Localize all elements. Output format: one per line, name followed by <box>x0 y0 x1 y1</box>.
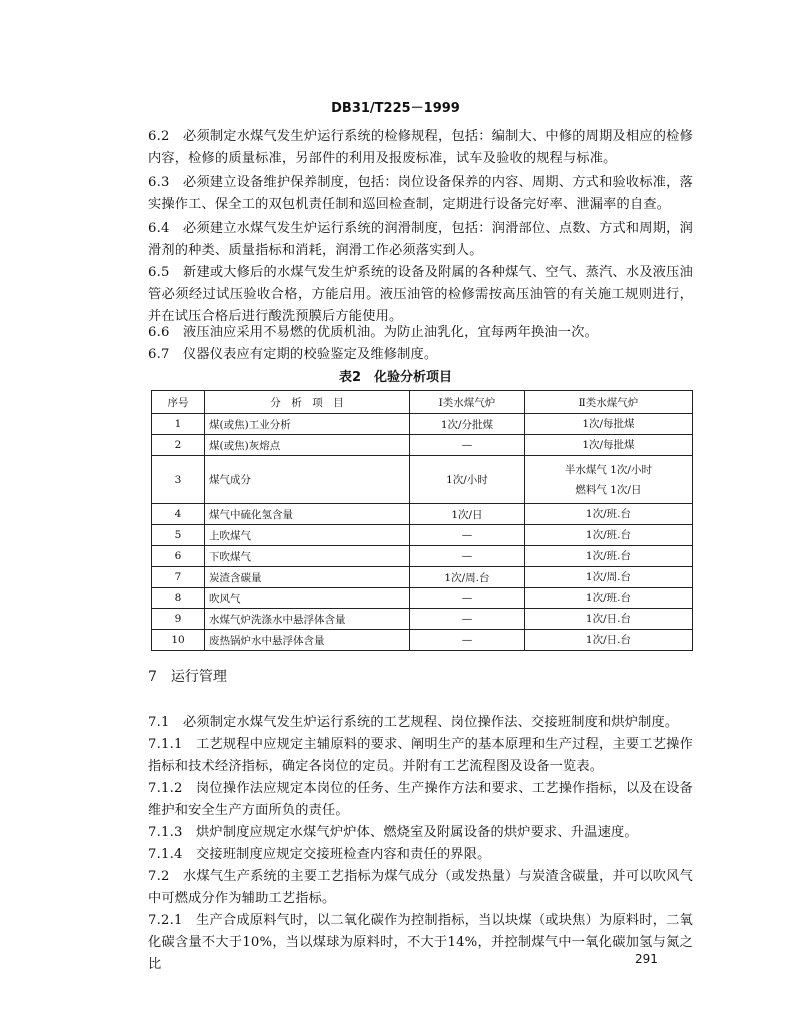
table-row <box>152 435 693 456</box>
class-1-frequency: 1次/小时 <box>410 456 525 504</box>
header-class-2: Ⅱ类水煤气炉 <box>524 391 692 414</box>
class-2-frequency <box>524 630 692 651</box>
header-seq: 序号 <box>152 391 205 414</box>
paragraph-6-2: 6.2 必须制定水煤气发生炉运行系统的检修规程，包括：编制大、中修的周期及相应的检修内容，检修的质量标准，另部件的利用及报废标准，试车及验收的规程与标准。 <box>148 129 693 166</box>
row-number: 9 <box>152 609 205 630</box>
class-2-frequency <box>524 504 692 525</box>
header-item: 分 析 项 目 <box>205 391 410 414</box>
analysis-item: 煤(或焦)灰熔点 <box>205 435 410 456</box>
table-row <box>152 609 693 630</box>
class-1-frequency: — <box>410 588 525 609</box>
standard-code-header: DB31/T225－1999 <box>331 101 460 116</box>
class-1-frequency: 1次/周.台 <box>410 567 525 588</box>
table-row <box>152 567 693 588</box>
class-2-frequency <box>524 456 692 504</box>
analysis-item: 煤(或焦)工业分析 <box>205 414 410 435</box>
analysis-item: 煤气成分 <box>205 456 410 504</box>
class-2-frequency <box>524 609 692 630</box>
paragraph-7-2: 7.2 水煤气生产系统的主要工艺指标为煤气成分（或发热量）与炭渣含碳量，并可以吹风气中可燃成分作为辅助工艺指标。 <box>148 869 693 906</box>
paragraph-6-5: 6.5 新建或大修后的水煤气发生炉系统的设备及附属的各种煤气、空气、蒸汽、水及液压油管必须经过试压验收合格，方能启用。液压油管的检修需按高压油管的有关施工规则进行，并在试压合格后进行酸洗预膜后方能使用。 <box>148 265 693 324</box>
class-1-frequency: — <box>410 435 525 456</box>
paragraph-6-4: 6.4 必须建立水煤气发生炉运行系统的润滑制度，包括：润滑部位、点数、方式和周期，润滑剂的种类、质量指标和消耗，润滑工作必须落实到人。 <box>148 221 693 258</box>
analysis-item: 吹风气 <box>205 588 410 609</box>
class-2-frequency-line: 燃料气 1次/日 <box>575 483 642 496</box>
table-row <box>152 456 693 504</box>
table-caption: 表2 化验分析项目 <box>338 370 453 385</box>
class-2-frequency-line: 1次/班.台 <box>585 592 631 604</box>
class-1-frequency: 1次/分批煤 <box>410 414 525 435</box>
table-row <box>152 630 693 651</box>
class-1-frequency: — <box>410 546 525 567</box>
table-body <box>152 414 693 651</box>
class-2-frequency-line: 1次/班.台 <box>585 550 631 562</box>
paragraph-7-1-3: 7.1.3 烘炉制度应规定水煤气炉炉体、燃烧室及附属设备的烘炉要求、升温速度。 <box>148 825 638 840</box>
class-2-frequency <box>524 546 692 567</box>
class-2-frequency <box>524 588 692 609</box>
class-1-frequency: — <box>410 630 525 651</box>
analysis-item: 水煤气炉洗涤水中悬浮体含量 <box>205 609 410 630</box>
paragraph-7-1-4: 7.1.4 交接班制度应规定交接班检查内容和责任的界限。 <box>148 847 491 862</box>
paragraph-7-1: 7.1 必须制定水煤气发生炉运行系统的工艺规程、岗位操作法、交接班制度和烘炉制度。 <box>148 715 679 730</box>
row-number: 4 <box>152 504 205 525</box>
row-number: 2 <box>152 435 205 456</box>
class-2-frequency-line: 1次/日.台 <box>585 634 631 646</box>
row-number: 10 <box>152 630 205 651</box>
row-number: 1 <box>152 414 205 435</box>
table-row <box>152 546 693 567</box>
row-number: 8 <box>152 588 205 609</box>
class-2-frequency-line: 1次/每批煤 <box>582 439 635 451</box>
class-2-frequency-line: 1次/周.台 <box>585 571 631 583</box>
class-1-frequency: 1次/日 <box>410 504 525 525</box>
analysis-item: 煤气中硫化氢含量 <box>205 504 410 525</box>
table-row <box>152 414 693 435</box>
class-2-frequency-line: 1次/每批煤 <box>582 418 635 430</box>
class-2-frequency-line: 1次/日.台 <box>585 613 631 625</box>
analysis-items-table <box>151 390 693 651</box>
analysis-item: 废热锅炉水中悬浮体含量 <box>205 630 410 651</box>
row-number: 6 <box>152 546 205 567</box>
class-1-frequency: — <box>410 525 525 546</box>
page-number: 291 <box>635 952 658 966</box>
class-1-frequency: — <box>410 609 525 630</box>
row-number: 7 <box>152 567 205 588</box>
row-number: 3 <box>152 456 205 504</box>
class-2-frequency-line: 半水煤气 1次/小时 <box>564 463 652 476</box>
class-2-frequency <box>524 414 692 435</box>
row-number: 5 <box>152 525 205 546</box>
paragraph-6-3: 6.3 必须建立设备维护保养制度，包括：岗位设备保养的内容、周期、方式和验收标准，落实操作工、保全工的双包机责任制和巡回检查制，定期进行设备完好率、泄漏率的自查。 <box>148 175 693 212</box>
table-row <box>152 504 693 525</box>
paragraph-6-6: 6.6 液压油应采用不易燃的优质机油。为防止油乳化，宜每两年换油一次。 <box>148 325 598 340</box>
table-row <box>152 525 693 546</box>
header-class-1: Ⅰ类水煤气炉 <box>410 391 525 414</box>
section-title: 7 运行管理 <box>148 669 227 685</box>
paragraph-6-7: 6.7 仪器仪表应有定期的校验鉴定及维修制度。 <box>148 347 438 362</box>
class-2-frequency-line: 1次/班.台 <box>585 508 631 520</box>
analysis-item: 上吹煤气 <box>205 525 410 546</box>
analysis-item: 炭渣含碳量 <box>205 567 410 588</box>
analysis-item: 下吹煤气 <box>205 546 410 567</box>
class-2-frequency-line: 1次/班.台 <box>585 529 631 541</box>
table-row <box>152 588 693 609</box>
class-2-frequency <box>524 435 692 456</box>
paragraph-7-2-1: 7.2.1 生产合成原料气时，以二氧化碳作为控制指标，当以块煤（或块焦）为原料时，二氧化碳含量不大于10%，当以煤球为原料时，不大于14%，并控制煤气中一氧化碳加氢与氮之比 <box>148 913 693 972</box>
class-2-frequency <box>524 525 692 546</box>
paragraph-7-1-1: 7.1.1 工艺规程中应规定主辅原料的要求、阐明生产的基本原理和生产过程，主要工艺操作指标和技术经济指标，确定各岗位的定员。并附有工艺流程图及设备一览表。 <box>148 737 693 774</box>
class-2-frequency <box>524 567 692 588</box>
paragraph-7-1-2: 7.1.2 岗位操作法应规定本岗位的任务、生产操作方法和要求、工艺操作指标，以及在设备维护和安全生产方面所负的责任。 <box>148 781 693 818</box>
